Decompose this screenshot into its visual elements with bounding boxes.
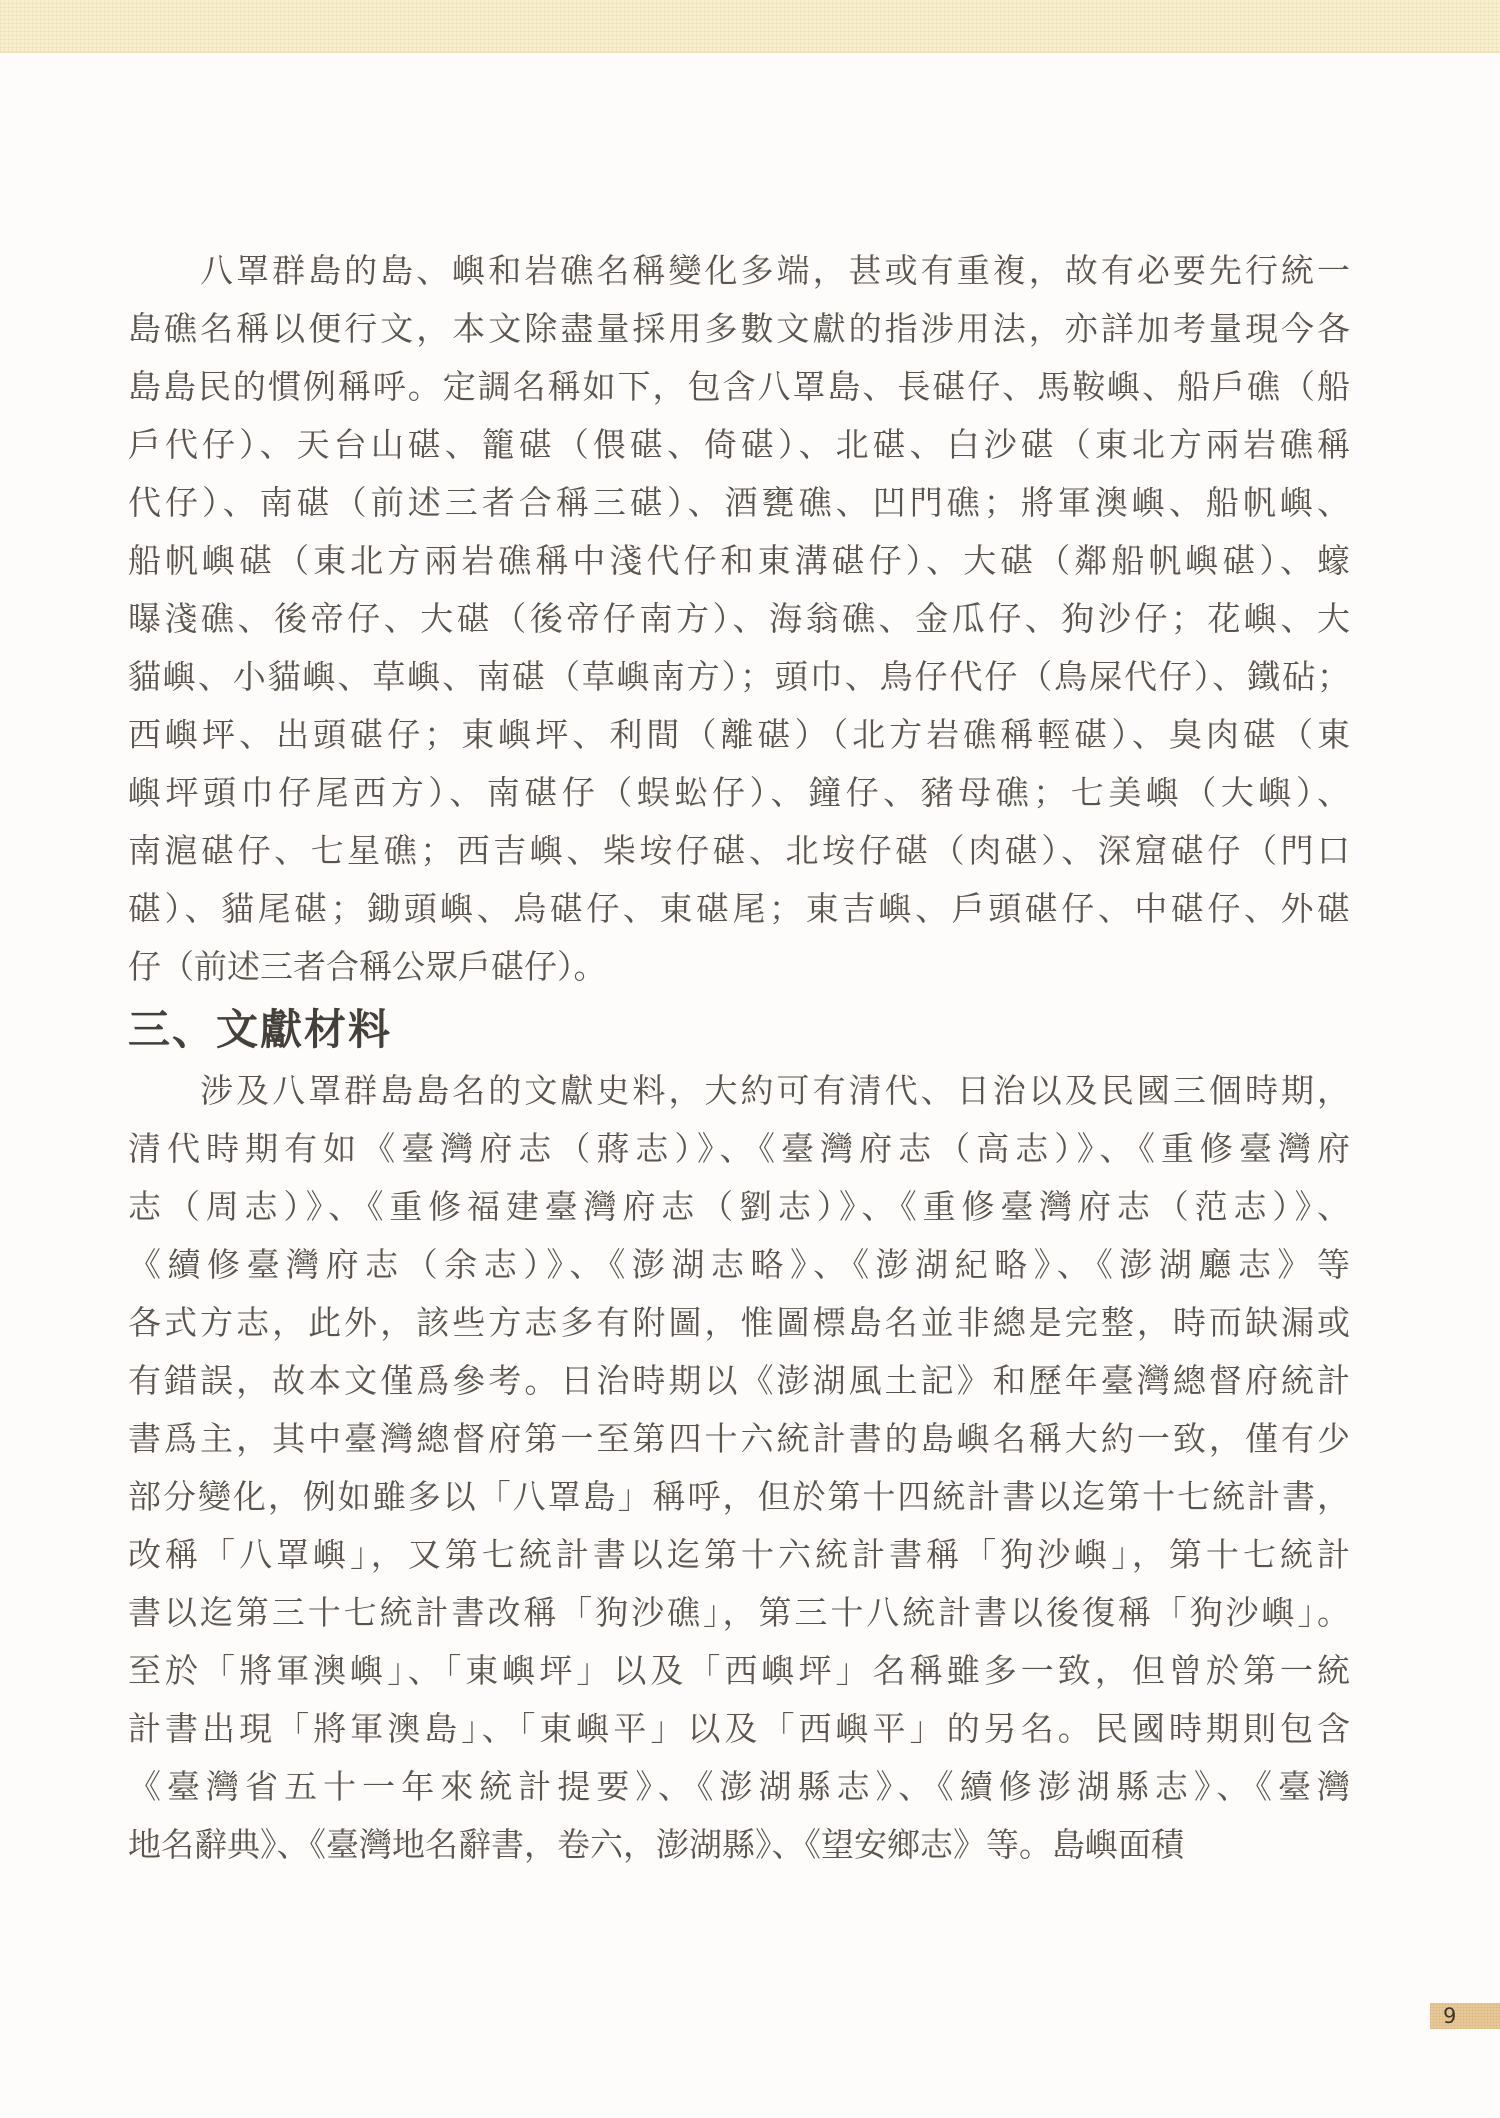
- text-line: 貓嶼、小貓嶼、草嶼、南碪（草嶼南方）；頭巾、鳥仔代仔（鳥屎代仔）、鐵砧；: [128, 657, 1350, 696]
- text-line: 《續修臺灣府志（余志）》、《澎湖志略》、《澎湖紀略》、《澎湖廳志》等: [128, 1245, 1350, 1284]
- text-line: 嶼坪頭巾仔尾西方）、南碪仔（蜈蚣仔）、鐘仔、豬母礁；七美嶼（大嶼）、: [128, 773, 1350, 812]
- page-top-border: [0, 0, 1500, 53]
- text-line: 島島民的慣例稱呼。定調名稱如下，包含八罩島、長碪仔、馬鞍嶼、船戶礁（船: [128, 367, 1350, 406]
- text-line: 島礁名稱以便行文，本文除盡量採用多數文獻的指涉用法，亦詳加考量現今各: [128, 309, 1350, 348]
- text-line: 碪）、貓尾碪；鋤頭嶼、烏碪仔、東碪尾；東吉嶼、戶頭碪仔、中碪仔、外碪: [128, 889, 1350, 928]
- text-block: [128, 242, 1350, 1874]
- text-line: 戶代仔）、天台山碪、籠碪（偎碪、倚碪）、北碪、白沙碪（東北方兩岩礁稱: [128, 425, 1350, 464]
- text-line: 部分變化，例如雖多以「八罩島」稱呼，但於第十四統計書以迄第十七統計書，: [128, 1477, 1350, 1516]
- text-line: 至於「將軍澳嶼」、「東嶼坪」以及「西嶼坪」名稱雖多一致，但曾於第一統: [128, 1651, 1350, 1690]
- section-heading: 三、文獻材料: [128, 1005, 393, 1054]
- text-line: 地名辭典》、《臺灣地名辭書，卷六，澎湖縣》、《望安鄉志》等。島嶼面積: [128, 1825, 1184, 1864]
- text-line: 南滬碪仔、七星礁；西吉嶼、柴垵仔碪、北垵仔碪（肉碪）、深窟碪仔（門口: [128, 831, 1350, 870]
- text-line: 曝淺礁、後帝仔、大碪（後帝仔南方）、海翁礁、金瓜仔、狗沙仔；花嶼、大: [128, 599, 1350, 638]
- text-line: 書以迄第三十七統計書改稱「狗沙礁」，第三十八統計書以後復稱「狗沙嶼」。: [128, 1593, 1350, 1632]
- text-line: 《臺灣省五十一年來統計提要》、《澎湖縣志》、《續修澎湖縣志》、《臺灣: [128, 1767, 1350, 1806]
- text-line: 涉及八罩群島島名的文獻史料，大約可有清代、日治以及民國三個時期，: [128, 1071, 1350, 1110]
- text-line: 書爲主，其中臺灣總督府第一至第四十六統計書的島嶼名稱大約一致，僅有少: [128, 1419, 1350, 1458]
- text-line: 代仔）、南碪（前述三者合稱三碪）、酒甕礁、凹門礁；將軍澳嶼、船帆嶼、: [128, 483, 1350, 522]
- text-line: 改稱「八罩嶼」，又第七統計書以迄第十六統計書稱「狗沙嶼」，第十七統計: [128, 1535, 1350, 1574]
- text-line: 計書出現「將軍澳島」、「東嶼平」以及「西嶼平」的另名。民國時期則包含: [128, 1709, 1350, 1748]
- page-number: 9: [1443, 2003, 1457, 2028]
- page-number-tab: [1430, 2003, 1500, 2029]
- paragraph-island-names: [128, 242, 1350, 996]
- text-line: 西嶼坪、出頭碪仔；東嶼坪、利間（離碪）（北方岩礁稱輕碪）、臭肉碪（東: [128, 715, 1350, 754]
- text-line: 志（周志）》、《重修福建臺灣府志（劉志）》、《重修臺灣府志（范志）》、: [128, 1187, 1350, 1226]
- text-line: 有錯誤，故本文僅爲參考。日治時期以《澎湖風土記》和歷年臺灣總督府統計: [128, 1361, 1350, 1400]
- text-line: 各式方志，此外，該些方志多有附圖，惟圖標島名並非總是完整，時而缺漏或: [128, 1303, 1350, 1342]
- text-line: 船帆嶼碪（東北方兩岩礁稱中淺代仔和東溝碪仔）、大碪（鄰船帆嶼碪）、蠔: [128, 541, 1350, 580]
- text-line: 仔（前述三者合稱公眾戶碪仔）。: [128, 947, 607, 986]
- text-line: 八罩群島的島、嶼和岩礁名稱變化多端，甚或有重複，故有必要先行統一: [128, 251, 1350, 290]
- text-line: 清代時期有如《臺灣府志（蔣志）》、《臺灣府志（高志）》、《重修臺灣府: [128, 1129, 1350, 1168]
- paragraph-literature-sources: [128, 1062, 1350, 1874]
